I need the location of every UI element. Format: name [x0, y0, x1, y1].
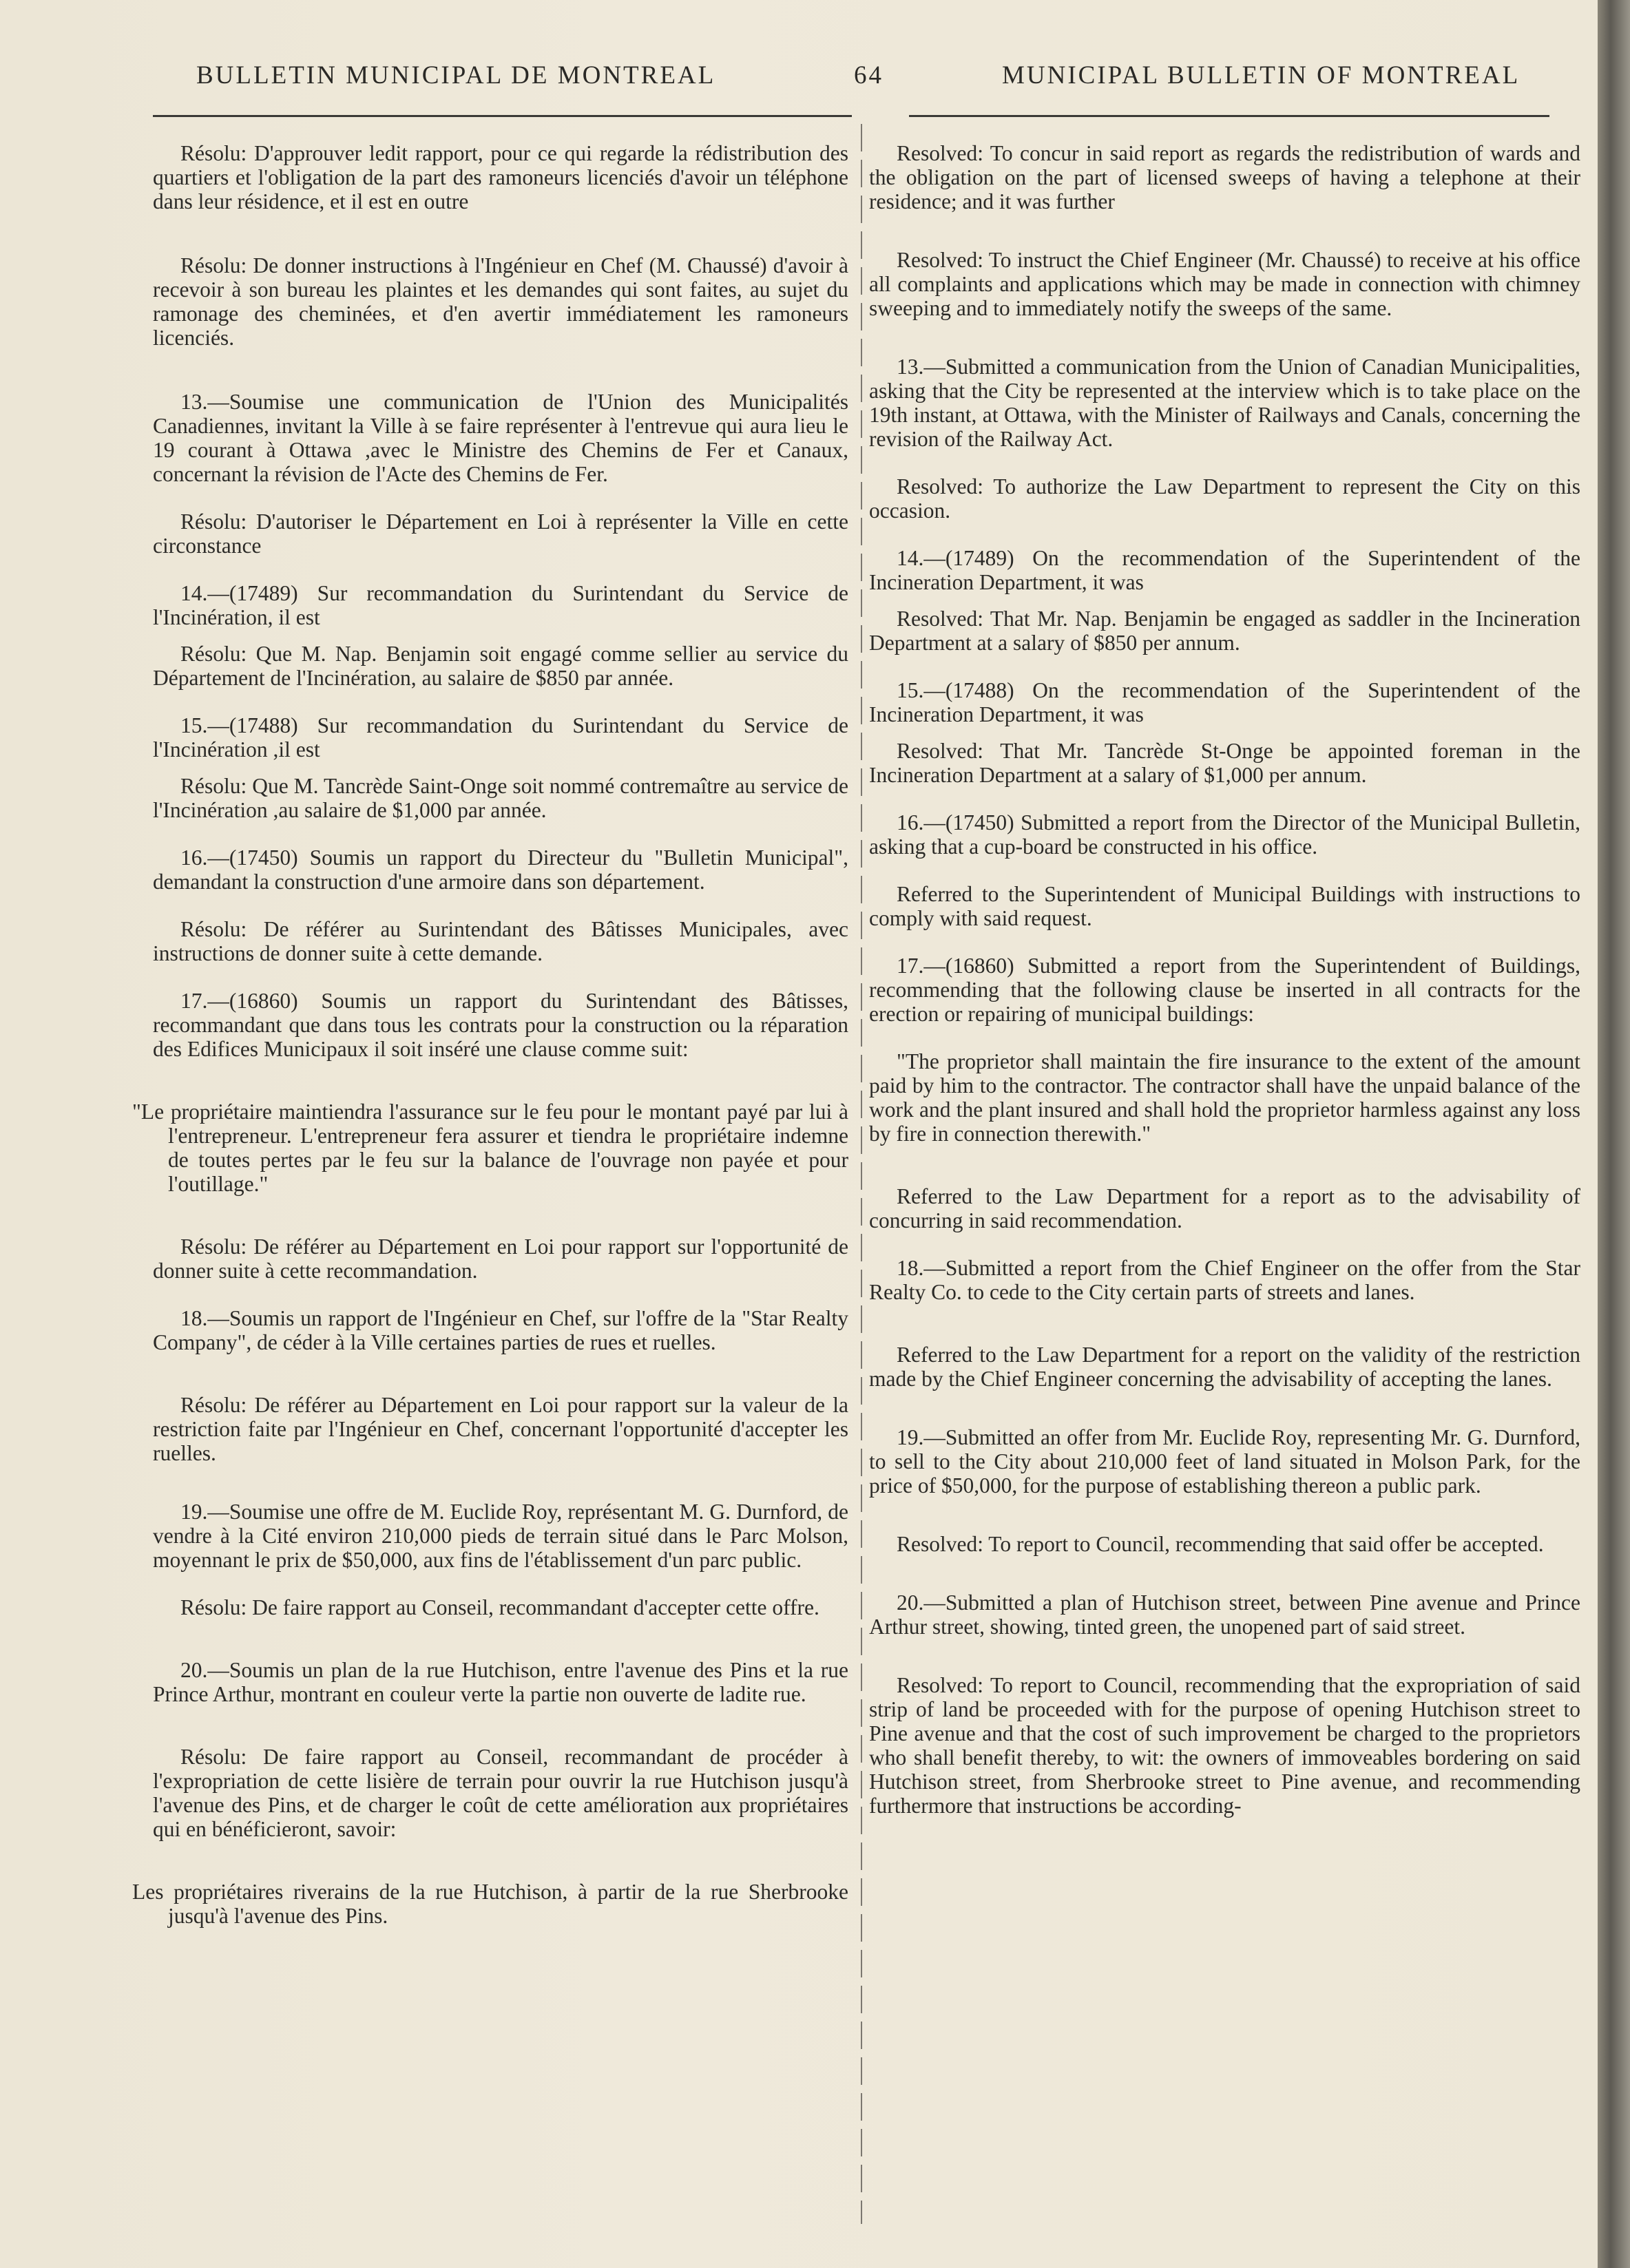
paragraph: 15.—(17488) On the recommendation of the Superintendent of the Incineration Department, it was [869, 678, 1580, 726]
paragraph: Resolved: To report to Council, recommending that said offer be accepted. [897, 1532, 1544, 1556]
paragraph: Résolu: De référer au Surintendant des Bâtisses Municipales, avec instructions de donner suite à cette demande. [153, 917, 848, 965]
paragraph: Resolved: To instruct the Chief Engineer (Mr. Chaussé) to receive at his office all complaints and applications which may be made in connection with chimney sweeping and to immediately notify the sweeps of the same. [869, 248, 1580, 320]
paragraph: 18.—Submitted a report from the Chief Engineer on the offer from the Star Realty Co. to cede to the City certain parts of streets and lanes. [869, 1256, 1580, 1304]
paragraph: Résolu: De faire rapport au Conseil, recommandant d'accepter cette offre. [180, 1595, 819, 1619]
paragraph: 13.—Submitted a communication from the Union of Canadian Municipalities, asking that the City be represented at the interview which is to take place on the 19th instant, at Ottawa, with the Minister of Railways and Canals, concerning the revision of the Railway Act. [869, 355, 1580, 451]
french-column [132, 141, 848, 1951]
page-edge-shadow [1598, 0, 1630, 2268]
header-rule-left [153, 115, 852, 117]
paragraph: 17.—(16860) Soumis un rapport du Surintendant des Bâtisses, recommandant que dans tous les contrats pour la construction ou la réparation des Edifices Municipaux il soit inséré une clause comme suit: [153, 989, 848, 1061]
header-french-title: BULLETIN MUNICIPAL DE MONTREAL [196, 61, 716, 90]
header-english-title: MUNICIPAL BULLETIN OF MONTREAL [1002, 61, 1521, 90]
paragraph: 19.—Submitted an offer from Mr. Euclide Roy, representing Mr. G. Durnford, to sell to the City about 210,000 feet of land situated in Molson Park, for the price of $50,000, for the purpose of establishing thereon a public park. [869, 1425, 1580, 1498]
paragraph: Résolu: D'autoriser le Département en Loi à représenter la Ville en cette circonstance [153, 510, 848, 558]
paragraph: Resolved: To report to Council, recommending that the expropriation of said strip of land be proceeded with for the purpose of opening Hutchison street to Pine avenue and that the cost of such improvement be charged to the proprietors who shall benefit thereby, to wit: the owners of immoveables bordering on said Hutchison street, from Sherbrooke street to Pine avenue, and recommending furthermore that instructions be according- [869, 1673, 1580, 1818]
paragraph: Referred to the Superintendent of Municipal Buildings with instructions to comply with said request. [869, 882, 1580, 930]
paragraph: Referred to the Law Department for a report on the validity of the restriction made by the Chief Engineer concerning the advisability of accepting the lanes. [869, 1343, 1580, 1391]
paragraph: 14.—(17489) On the recommendation of the Superintendent of the Incineration Department, it was [869, 546, 1580, 594]
paragraph: 14.—(17489) Sur recommandation du Surintendant du Service de l'Incinération, il est [153, 581, 848, 629]
paragraph: 16.—(17450) Submitted a report from the Director of the Municipal Bulletin, asking that a cup-board be constructed in his office. [869, 810, 1580, 859]
column-divider [861, 124, 862, 2224]
paragraph: Resolved: That Mr. Nap. Benjamin be engaged as saddler in the Incineration Department at a salary of $850 per annum. [869, 607, 1580, 655]
paragraph: Résolu: De référer au Département en Loi pour rapport sur la valeur de la restriction faite par l'Ingénieur en Chef, concernant l'opportunité d'accepter les ruelles. [153, 1393, 848, 1465]
paragraph: Résolu: De faire rapport au Conseil, recommandant de procéder à l'expropriation de cette lisière de terrain pour ouvrir la rue Hutchison jusqu'à l'avenue des Pins, et de charger le coût de cette amélioration aux propriétaires qui en bénéficieront, savoir: [153, 1745, 848, 1841]
english-column [869, 141, 1580, 1841]
paragraph: 20.—Submitted a plan of Hutchison street, between Pine avenue and Prince Arthur street, showing, tinted green, the unopened part of said street. [869, 1590, 1580, 1639]
quoted-clause: "The proprietor shall maintain the fire insurance to the extent of the amount paid by him to the contractor. The contractor shall have the unpaid balance of the work and the plant insured and shall hold the proprietor harmless against any loss by fire in connection therewith." [869, 1049, 1580, 1146]
paragraph: Résolu: De référer au Département en Loi pour rapport sur l'opportunité de donner suite à cette recommandation. [153, 1235, 848, 1283]
page-number: 64 [854, 61, 884, 90]
paragraph: Résolu: Que M. Tancrède Saint-Onge soit nommé contremaître au service de l'Incinération ,au salaire de $1,000 par année. [153, 774, 848, 822]
header-rule-right [909, 115, 1549, 117]
page-header [0, 61, 1598, 102]
paragraph: 16.—(17450) Soumis un rapport du Directeur du "Bulletin Municipal", demandant la construction d'une armoire dans son département. [153, 846, 848, 894]
paragraph: Resolved: To concur in said report as regards the redistribution of wards and the obligation on the part of licensed sweeps of having a telephone at their residence; and it was further [869, 141, 1580, 213]
paragraph: 20.—Soumis un plan de la rue Hutchison, entre l'avenue des Pins et la rue Prince Arthur, montrant en couleur verte la partie non ouverte de ladite rue. [153, 1658, 848, 1706]
paragraph: Résolu: De donner instructions à l'Ingénieur en Chef (M. Chaussé) d'avoir à recevoir à son bureau les plaintes et les demandes qui sont faites, au sujet du ramonage des cheminées, et d'en avertir immédiatement les ramoneurs licenciés. [153, 253, 848, 350]
paragraph: 15.—(17488) Sur recommandation du Surintendant du Service de l'Incinération ,il est [153, 713, 848, 762]
paragraph: Resolved: To authorize the Law Department to represent the City on this occasion. [869, 474, 1580, 523]
paragraph: Résolu: Que M. Nap. Benjamin soit engagé comme sellier au service du Département de l'Incinération, au salaire de $850 par année. [153, 642, 848, 690]
paragraph: 17.—(16860) Submitted a report from the Superintendent of Buildings, recommending that the following clause be inserted in all contracts for the erection or repairing of municipal buildings: [869, 954, 1580, 1026]
quoted-clause: "Le propriétaire maintiendra l'assurance sur le feu pour le montant payé par lui à l'entrepreneur. L'entrepreneur fera assurer et tiendra le propriétaire indemne de toutes pertes par le feu sur la balance de l'ouvrage non payée et pour l'outillage." [132, 1100, 848, 1196]
paragraph: 13.—Soumise une communication de l'Union des Municipalités Canadiennes, invitant la Ville à se faire représenter à l'entrevue qui aura lieu le 19 courant à Ottawa ,avec le Ministre des Chemins de Fer et Canaux, concernant la révision de l'Acte des Chemins de Fer. [153, 390, 848, 486]
paragraph: Resolved: That Mr. Tancrède St-Onge be appointed foreman in the Incineration Department at a salary of $1,000 per annum. [869, 739, 1580, 787]
paragraph: Referred to the Law Department for a report as to the advisability of concurring in said recommendation. [869, 1184, 1580, 1232]
paragraph: 19.—Soumise une offre de M. Euclide Roy, représentant M. G. Durnford, de vendre à la Cité environ 210,000 pieds de terrain situé dans le Parc Molson, moyennant le prix de $50,000, aux fins de l'établissement d'un parc public. [153, 1500, 848, 1572]
paragraph: Les propriétaires riverains de la rue Hutchison, à partir de la rue Sherbrooke jusqu'à l'avenue des Pins. [132, 1880, 848, 1928]
paragraph: 18.—Soumis un rapport de l'Ingénieur en Chef, sur l'offre de la "Star Realty Company", de céder à la Ville certaines parties de rues et ruelles. [153, 1306, 848, 1354]
paragraph: Résolu: D'approuver ledit rapport, pour ce qui regarde la rédistribution des quartiers et l'obligation de la part des ramoneurs licenciés d'avoir un téléphone dans leur résidence, et il est en outre [153, 141, 848, 213]
